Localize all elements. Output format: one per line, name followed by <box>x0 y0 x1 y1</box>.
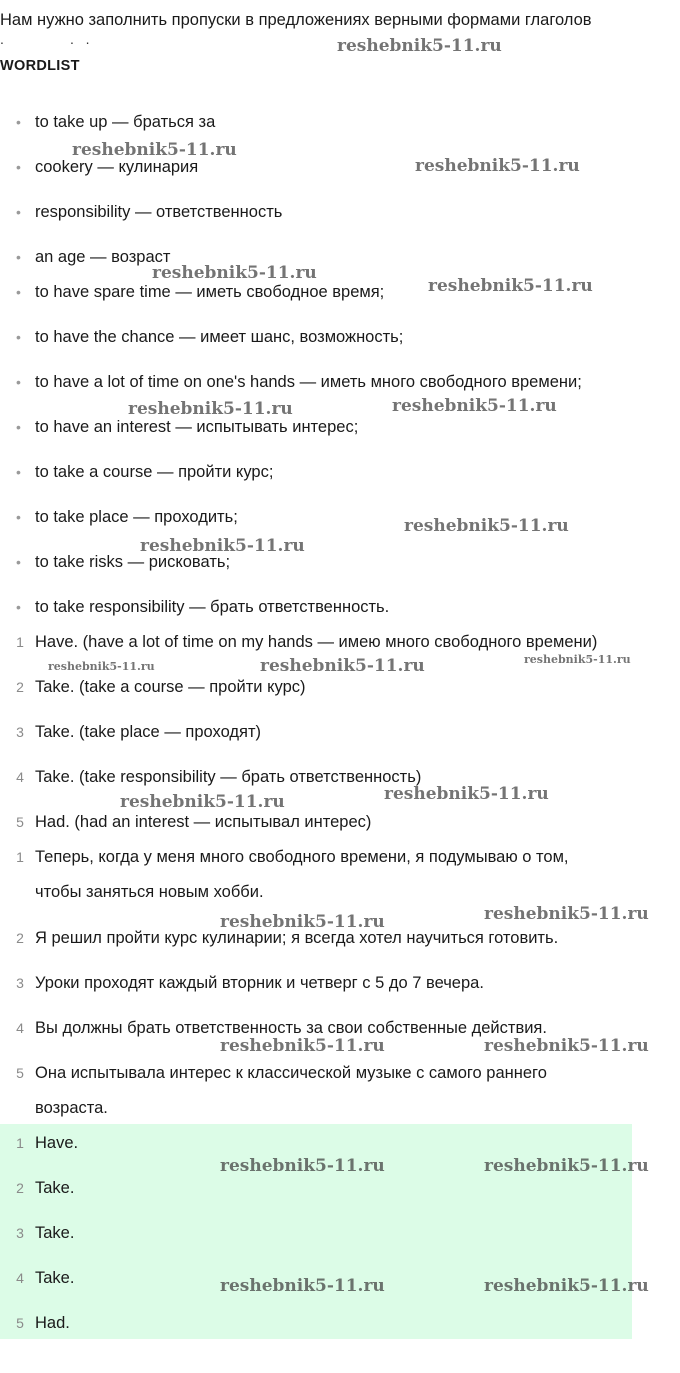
watermark: reshebnik5-11.ru <box>220 912 385 932</box>
watermark: reshebnik5-11.ru <box>428 276 593 296</box>
watermark: reshebnik5-11.ru <box>484 1156 649 1176</box>
bullet-icon: • <box>16 204 21 220</box>
watermark: reshebnik5-11.ru <box>220 1036 385 1056</box>
bullet-icon: • <box>16 284 21 300</box>
watermark: reshebnik5-11.ru <box>392 396 557 416</box>
bullet-icon: • <box>16 419 21 435</box>
watermark: reshebnik5-11.ru <box>337 36 502 56</box>
bullet-icon: • <box>16 329 21 345</box>
watermark: reshebnik5-11.ru <box>404 516 569 536</box>
bullet-icon: • <box>16 114 21 130</box>
watermark: reshebnik5-11.ru <box>484 904 649 924</box>
watermark: reshebnik5-11.ru <box>415 156 580 176</box>
watermark: reshebnik5-11.ru <box>72 140 237 160</box>
watermark: reshebnik5-11.ru <box>120 792 285 812</box>
watermark: reshebnik5-11.ru <box>152 263 317 283</box>
watermark: reshebnik5-11.ru <box>48 660 155 673</box>
bullet-icon: • <box>16 249 21 265</box>
bullet-icon: • <box>16 554 21 570</box>
dots-line: . . . <box>0 31 90 47</box>
watermark: reshebnik5-11.ru <box>140 536 305 556</box>
watermark: reshebnik5-11.ru <box>220 1156 385 1176</box>
watermark: reshebnik5-11.ru <box>128 399 293 419</box>
watermark: reshebnik5-11.ru <box>524 653 631 666</box>
bullet-icon: • <box>16 159 21 175</box>
wordlist-heading: WORDLIST <box>0 58 80 74</box>
watermark: reshebnik5-11.ru <box>484 1036 649 1056</box>
bullet-icon: • <box>16 599 21 615</box>
watermark: reshebnik5-11.ru <box>484 1276 649 1296</box>
watermark: reshebnik5-11.ru <box>260 656 425 676</box>
bullet-icon: • <box>16 374 21 390</box>
watermark: reshebnik5-11.ru <box>220 1276 385 1296</box>
bullet-icon: • <box>16 464 21 480</box>
bullet-icon: • <box>16 509 21 525</box>
watermark: reshebnik5-11.ru <box>384 784 549 804</box>
intro-text: Нам нужно заполнить пропуски в предложениях верными формами глаголов <box>0 11 592 29</box>
